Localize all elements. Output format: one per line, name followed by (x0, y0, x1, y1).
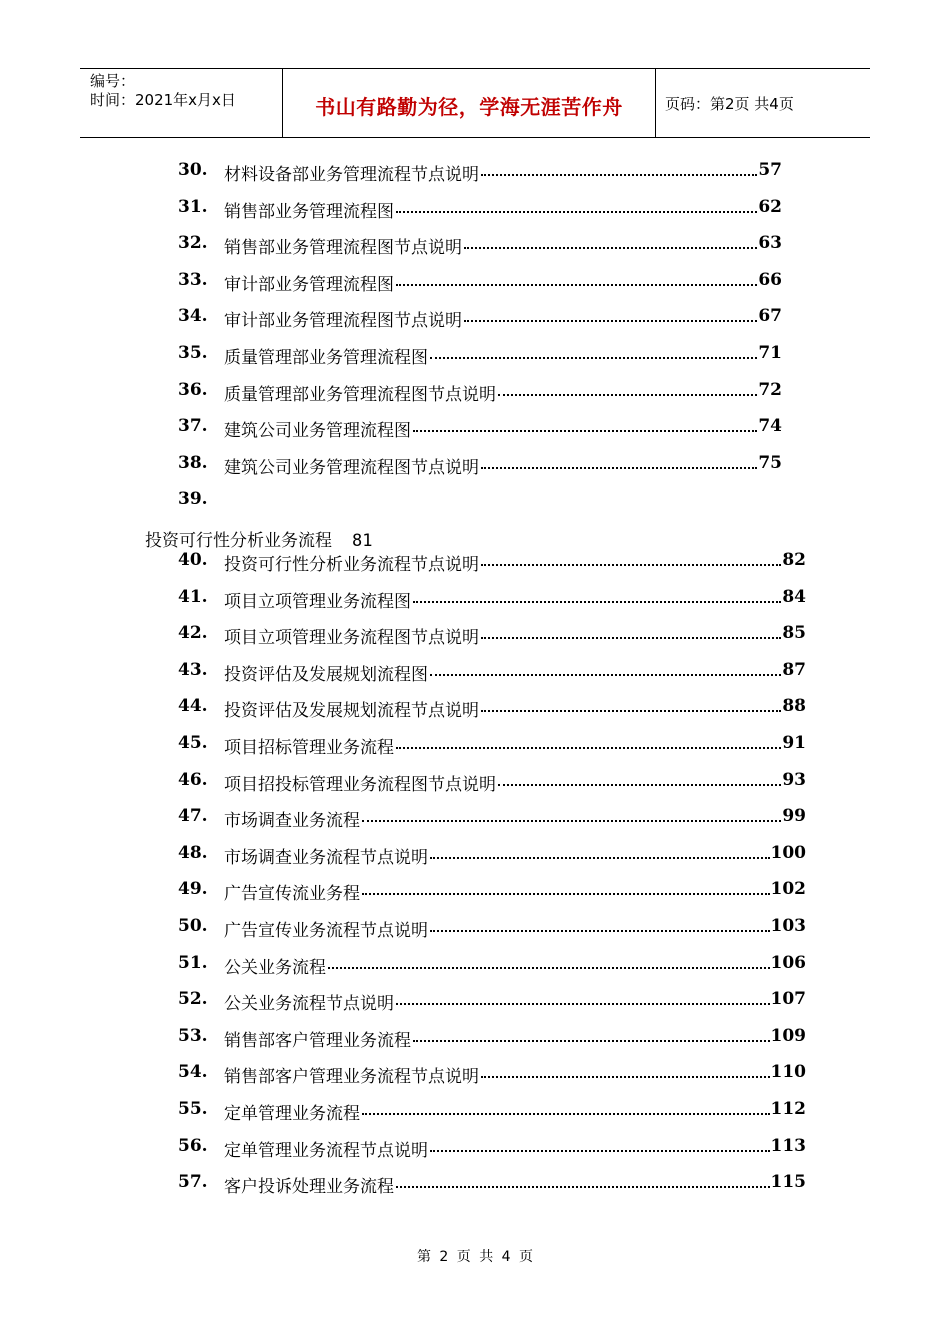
toc-entry-page: 63 (758, 233, 782, 254)
toc-dot-leader (481, 1076, 770, 1078)
toc-dot-leader (328, 967, 770, 969)
toc-dot-leader (430, 930, 770, 932)
toc-entry-title: 项目招标管理业务流程 (224, 738, 394, 758)
toc-dot-leader (481, 564, 781, 566)
toc-entry-title: 销售部业务管理流程图节点说明 (224, 238, 462, 259)
toc-entry-page: 109 (770, 1025, 806, 1046)
toc-entry-title: 销售部客户管理业务流程节点说明 (224, 1067, 479, 1088)
toc-entry-title: 销售部业务管理流程图 (224, 201, 394, 222)
toc-entry[interactable] (178, 770, 806, 796)
toc-entry-number: 34. (178, 306, 208, 327)
toc-entry-number: 30. (178, 160, 208, 180)
toc-entry-title: 项目招投标管理业务流程图节点说明 (224, 774, 496, 795)
toc-entry-title: 审计部业务管理流程图 (224, 274, 394, 295)
toc-dot-leader (481, 637, 781, 639)
toc-entry-title: 材料设备部业务管理流程节点说明 (224, 165, 479, 185)
toc-entry-page: 102 (770, 879, 806, 900)
toc-entry-number: 45. (178, 733, 208, 753)
toc-entry-page: 75 (758, 452, 782, 473)
toc-entry-page: 110 (770, 1062, 806, 1083)
toc-entry-title: 质量管理部业务管理流程图节点说明 (224, 384, 496, 405)
toc-entry-title: 市场调查业务流程 (224, 811, 360, 832)
toc-entry-number: 50. (178, 916, 208, 936)
toc-entry-title: 项目立项管理业务流程图 (224, 591, 411, 612)
toc-entry-title: 定单管理业务流程 (224, 1104, 360, 1124)
toc-entry-number: 54. (178, 1062, 208, 1083)
toc-dot-leader (413, 430, 757, 432)
toc-entry-title: 公关业务流程节点说明 (224, 994, 394, 1015)
toc-entry-page: 115 (770, 1172, 806, 1193)
toc-entry[interactable] (178, 806, 806, 832)
toc-entry-page: 66 (758, 269, 782, 290)
toc-entry-title: 客户投诉处理业务流程 (224, 1177, 394, 1198)
toc-entry[interactable] (178, 1062, 806, 1088)
toc-dot-leader (396, 747, 781, 749)
toc-entry-page: 107 (770, 989, 806, 1010)
toc-entry-title: 销售部客户管理业务流程 (224, 1030, 411, 1051)
toc-entry-number: 51. (178, 952, 208, 973)
toc-dot-leader (362, 893, 770, 895)
toc-entry-title: 投资评估及发展规划流程图 (224, 664, 428, 685)
toc-entry[interactable] (178, 306, 782, 332)
toc-entry-title: 投资评估及发展规划流程节点说明 (224, 701, 479, 722)
page-header (80, 68, 870, 138)
toc-entry-page: 85 (782, 623, 806, 644)
toc-dot-leader (481, 174, 757, 176)
toc-dot-leader (362, 1113, 770, 1115)
toc-entry-page: 67 (758, 306, 782, 327)
toc-entry-number: 44. (178, 696, 208, 717)
toc-dot-leader (464, 320, 757, 322)
toc-dot-leader (464, 247, 757, 249)
toc-entry-number: 37. (178, 416, 208, 437)
toc-entry-number: 43. (178, 659, 208, 680)
toc-entry-page: 106 (770, 952, 806, 973)
toc-entry[interactable] (178, 416, 782, 442)
toc-dot-leader (481, 467, 757, 469)
toc-entry-number: 42. (178, 623, 208, 644)
toc-entry-page: 87 (782, 659, 806, 680)
toc-entry-number: 38. (178, 452, 208, 473)
toc-entry-title: 质量管理部业务管理流程图 (224, 348, 428, 368)
toc-entry-number: 49. (178, 879, 208, 900)
toc-entry-title: 审计部业务管理流程图节点说明 (224, 311, 462, 332)
toc-entry-number: 35. (178, 343, 208, 363)
header-page-info: 页码：第2页 共4页 (665, 95, 794, 113)
toc-entry-title: 广告宣传流业务程 (224, 884, 360, 905)
toc-entry-page: 93 (782, 769, 806, 790)
toc-entry-page: 74 (758, 416, 782, 437)
toc-entry-page: 62 (758, 196, 782, 217)
toc-entry-page: 113 (770, 1135, 806, 1156)
toc-dot-leader (498, 394, 757, 396)
toc-entry-number: 52. (178, 989, 208, 1010)
toc-entry[interactable] (178, 879, 806, 905)
toc-entry-page: 71 (758, 343, 782, 363)
toc-entry[interactable] (178, 916, 806, 942)
toc-entry-page: 91 (782, 733, 806, 753)
toc-entry-number: 46. (178, 769, 208, 790)
toc-entry-page: 88 (782, 696, 806, 717)
toc-entry[interactable] (178, 660, 806, 686)
toc-entry-title: 建筑公司业务管理流程图 (224, 421, 411, 442)
toc-entry-number: 48. (178, 842, 208, 863)
document-number-label: 编号： (90, 72, 136, 90)
toc-entry-number: 31. (178, 196, 208, 217)
toc-entry-number: 36. (178, 379, 208, 400)
toc-entry-title: 项目立项管理业务流程图节点说明 (224, 628, 479, 649)
document-time-label: 时间：2021年x月x日 (90, 91, 236, 109)
toc-entry-page: 99 (782, 806, 806, 827)
header-slogan: 书山有路勤为径，学海无涯苦作舟 (315, 95, 623, 119)
toc-entry[interactable] (178, 343, 782, 369)
toc-entry-title: 定单管理业务流程节点说明 (224, 1140, 428, 1161)
toc-dot-leader (481, 710, 781, 712)
toc-entry[interactable] (178, 843, 806, 869)
toc-entry[interactable] (178, 197, 782, 223)
toc-entry[interactable] (178, 453, 782, 479)
toc-entry-title: 公关业务流程 (224, 957, 326, 978)
toc-entry-page: 84 (782, 586, 806, 607)
toc-entry-number: 33. (178, 269, 208, 290)
toc-dot-leader (413, 1040, 770, 1042)
toc-dot-leader (413, 601, 781, 603)
toc-entry-page: 72 (758, 379, 782, 400)
toc-dot-leader (430, 674, 781, 676)
toc-entry-number: 56. (178, 1135, 208, 1156)
toc-dot-leader (430, 1150, 770, 1152)
toc-entry[interactable] (178, 1172, 806, 1198)
toc-entry-page: 57 (758, 160, 782, 180)
toc-entry[interactable] (178, 233, 782, 259)
toc-entry-number: 40. (178, 550, 208, 570)
toc-entry-number: 41. (178, 586, 208, 607)
toc-entry-title: 广告宣传业务流程节点说明 (224, 921, 428, 941)
toc-entry[interactable] (178, 1026, 806, 1052)
toc-dot-leader (396, 284, 757, 286)
toc-entry[interactable] (178, 380, 782, 406)
toc-entry-page: 112 (770, 1099, 806, 1119)
toc-entry-number: 39. (178, 489, 208, 509)
toc-entry-title: 市场调查业务流程节点说明 (224, 847, 428, 868)
page-footer: 第 2 页 共 4 页 (416, 1249, 534, 1265)
header-meta-cell (80, 69, 282, 137)
toc-entry[interactable] (178, 953, 806, 979)
toc-entry-page: 100 (770, 842, 806, 863)
toc-entry-page: 103 (770, 916, 806, 936)
toc-entry[interactable] (178, 623, 806, 649)
toc-entry-number: 47. (178, 806, 208, 827)
toc-dot-leader (498, 784, 781, 786)
toc-entry-number: 32. (178, 233, 208, 254)
toc-dot-leader (430, 857, 770, 859)
toc-dot-leader (396, 1003, 770, 1005)
toc-dot-leader (396, 1186, 770, 1188)
toc-entry[interactable] (178, 1136, 806, 1162)
toc-dot-leader (430, 357, 757, 359)
toc-entry[interactable] (178, 696, 806, 722)
section-heading-page: 81 (352, 531, 373, 551)
header-page-cell (655, 69, 870, 137)
toc-entry[interactable] (178, 587, 806, 613)
section-heading[interactable] (145, 526, 372, 551)
header-slogan-cell (282, 69, 656, 137)
toc-dot-leader (362, 820, 781, 822)
toc-entry-title: 投资可行性分析业务流程节点说明 (224, 555, 479, 575)
toc-dot-leader (396, 211, 757, 213)
toc-entry-number: 53. (178, 1025, 208, 1046)
toc-entry[interactable] (178, 1099, 806, 1125)
toc-entry[interactable] (178, 989, 806, 1015)
toc-entry[interactable] (178, 270, 782, 296)
toc-entry[interactable] (178, 733, 806, 759)
toc-entry[interactable] (178, 550, 806, 576)
toc-entry-page: 82 (782, 550, 806, 570)
toc-entry-number: 55. (178, 1099, 208, 1119)
section-heading-title: 投资可行性分析业务流程 (145, 531, 332, 551)
toc-entry-title: 建筑公司业务管理流程图节点说明 (224, 457, 479, 478)
toc-entry[interactable] (178, 160, 782, 186)
toc-entry-number: 57. (178, 1172, 208, 1193)
